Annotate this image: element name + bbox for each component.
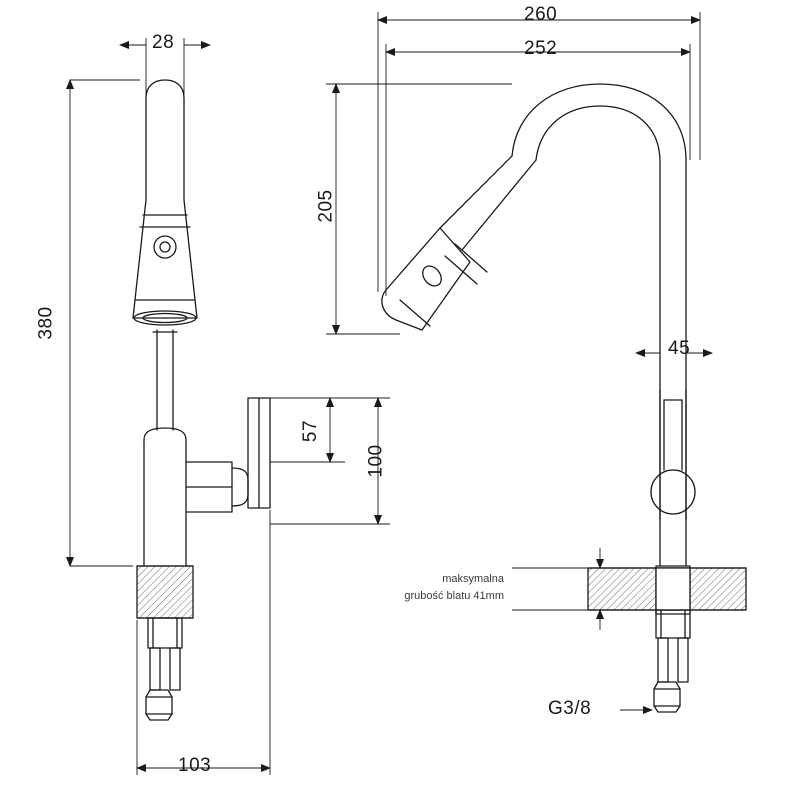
right-view-faucet-outline — [382, 84, 746, 712]
dimension-label-base-width: 103 — [178, 755, 212, 776]
dimension-label-handle-width: 45 — [668, 338, 691, 359]
dimension-label-reach-outer: 260 — [524, 4, 558, 25]
dimension-label-handle-height: 100 — [365, 444, 387, 478]
dimension-label-spout-top-width: 28 — [152, 32, 175, 53]
dimension-label-handle-offset: 57 — [300, 419, 322, 443]
worktop-note-line1: maksymalna — [442, 573, 504, 585]
left-view-faucet-outline — [133, 80, 270, 720]
dimension-label-total-height: 380 — [35, 306, 57, 340]
dimension-lines — [70, 12, 712, 775]
dimension-label-spout-height: 205 — [315, 189, 337, 223]
dimension-label-reach-inner: 252 — [524, 38, 558, 59]
worktop-note-line2: grubość blatu 41mm — [404, 590, 504, 602]
thread-size-label: G3/8 — [548, 698, 592, 719]
